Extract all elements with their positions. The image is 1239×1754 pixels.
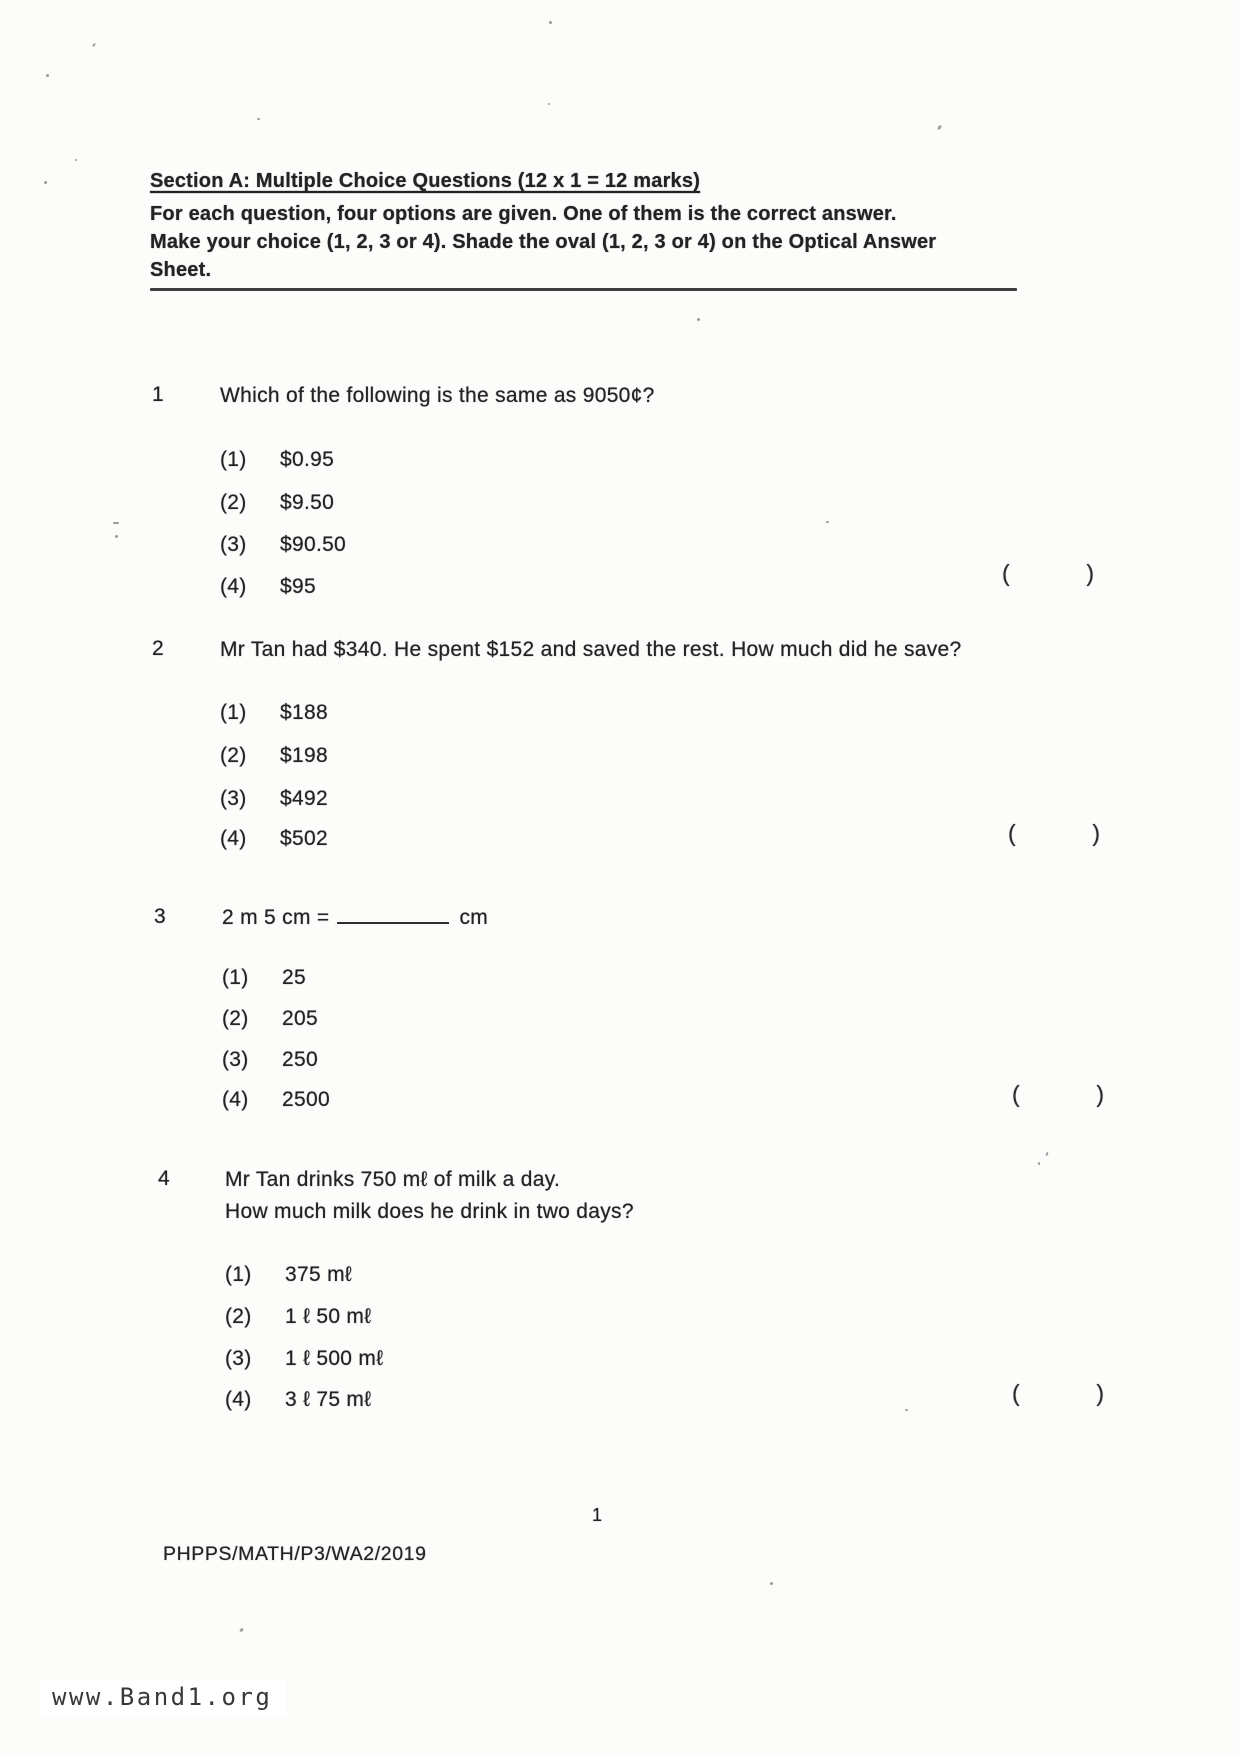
question-4-answer-brackets [1012,1380,1104,1407]
question-1-number: 1 [152,383,164,406]
option-label: (2) [225,1305,252,1328]
section-title: Section A: Multiple Choice Questions (12 x 1 = 12 marks) [150,170,701,192]
question-4-number: 4 [158,1167,170,1190]
option-label: (1) [220,448,247,471]
option-label: (1) [220,701,247,724]
option-label: (4) [220,827,247,850]
option-value: $9.50 [280,491,335,514]
option-value: 1 ℓ 50 mℓ [285,1305,372,1328]
close-paren: ) [1092,820,1100,846]
option-label: (3) [222,1048,249,1071]
option-label: (3) [220,533,247,556]
instructions-line-3: Sheet. [150,259,212,281]
instructions-line-1: For each question, four options are given. One of them is the correct answer. [150,203,897,225]
scan-speck [1045,1152,1048,1156]
question-1-answer-brackets [1002,560,1094,587]
question-3-text-before: 2 m 5 cm = [222,906,330,929]
option-value: $90.50 [280,533,347,556]
scan-speck [770,1582,773,1585]
option-label: (2) [222,1007,249,1030]
option-value: $0.95 [280,448,335,471]
question-3-text-after: cm [459,906,489,929]
question-4-option-2 [225,1305,371,1329]
option-label: (2) [220,491,247,514]
question-1-option-2 [220,491,334,515]
scan-speck [548,103,550,105]
option-value: $95 [280,575,316,598]
option-label: (1) [225,1263,252,1286]
question-2-text: Mr Tan had $340. He spent $152 and saved the rest. How much did he save? [220,638,962,661]
page-number: 1 [592,1505,603,1525]
question-4-option-4 [225,1388,371,1412]
close-paren: ) [1086,560,1094,586]
scan-speck [239,1628,244,1633]
question-2-option-3 [220,787,328,811]
option-value: 1 ℓ 500 mℓ [285,1347,384,1370]
option-label: (4) [220,575,247,598]
question-3-option-2 [222,1007,318,1031]
question-4-text-line-1: Mr Tan drinks 750 mℓ of milk a day. [225,1168,561,1191]
question-3-option-4 [222,1088,330,1112]
option-value: 250 [282,1048,318,1071]
question-2-option-1 [220,701,328,725]
close-paren: ) [1096,1380,1104,1406]
watermark-text: www.Band1.org [40,1680,286,1717]
open-paren: ( [1012,1380,1020,1406]
scan-speck [46,74,49,77]
option-value: $502 [280,827,328,850]
question-3-number: 3 [154,905,166,928]
question-3-answer-brackets [1012,1081,1104,1108]
option-label: (2) [220,744,247,767]
document-code: PHPPS/MATH/P3/WA2/2019 [163,1543,427,1565]
question-2-answer-brackets [1008,820,1100,847]
header-rule [150,288,1017,291]
question-3-text [222,905,488,931]
open-paren: ( [1002,560,1010,586]
scan-speck [937,125,942,131]
option-label: (1) [222,966,249,989]
option-label: (3) [220,787,247,810]
scan-speck [549,21,552,24]
question-2-option-2 [220,744,328,768]
question-4-option-1 [225,1263,352,1287]
option-value: 375 mℓ [285,1263,352,1286]
option-label: (4) [222,1088,249,1111]
question-1-option-1 [220,448,334,472]
scan-speck [75,159,77,161]
instructions-line-2: Make your choice (1, 2, 3 or 4). Shade the oval (1, 2, 3 or 4) on the Optical Answer [150,231,937,253]
scan-speck [905,1409,908,1411]
question-1-option-4 [220,575,316,599]
scan-speck [113,522,119,524]
question-4-option-3 [225,1347,383,1371]
open-paren: ( [1008,820,1016,846]
open-paren: ( [1012,1081,1020,1107]
scan-speck [257,118,260,120]
question-2-option-4 [220,827,328,851]
option-value: $188 [280,701,328,724]
option-value: $492 [280,787,328,810]
scan-speck [697,318,700,321]
close-paren: ) [1096,1081,1104,1107]
option-value: $198 [280,744,328,767]
option-label: (3) [225,1347,252,1370]
scan-speck [826,521,829,523]
question-3-option-3 [222,1048,318,1072]
scan-speck [44,181,47,184]
option-value: 25 [282,966,306,989]
question-1-option-3 [220,533,346,557]
scan-speck [115,535,118,538]
scan-speck [1038,1162,1040,1165]
option-value: 3 ℓ 75 mℓ [285,1388,372,1411]
option-label: (4) [225,1388,252,1411]
scan-speck [92,43,96,47]
option-value: 205 [282,1007,318,1030]
question-2-number: 2 [152,637,164,660]
question-4-text-line-2: How much milk does he drink in two days? [225,1200,634,1223]
answer-blank-line [337,907,449,924]
option-value: 2500 [282,1088,330,1111]
question-3-option-1 [222,966,306,990]
question-1-text: Which of the following is the same as 9050¢? [220,384,655,407]
